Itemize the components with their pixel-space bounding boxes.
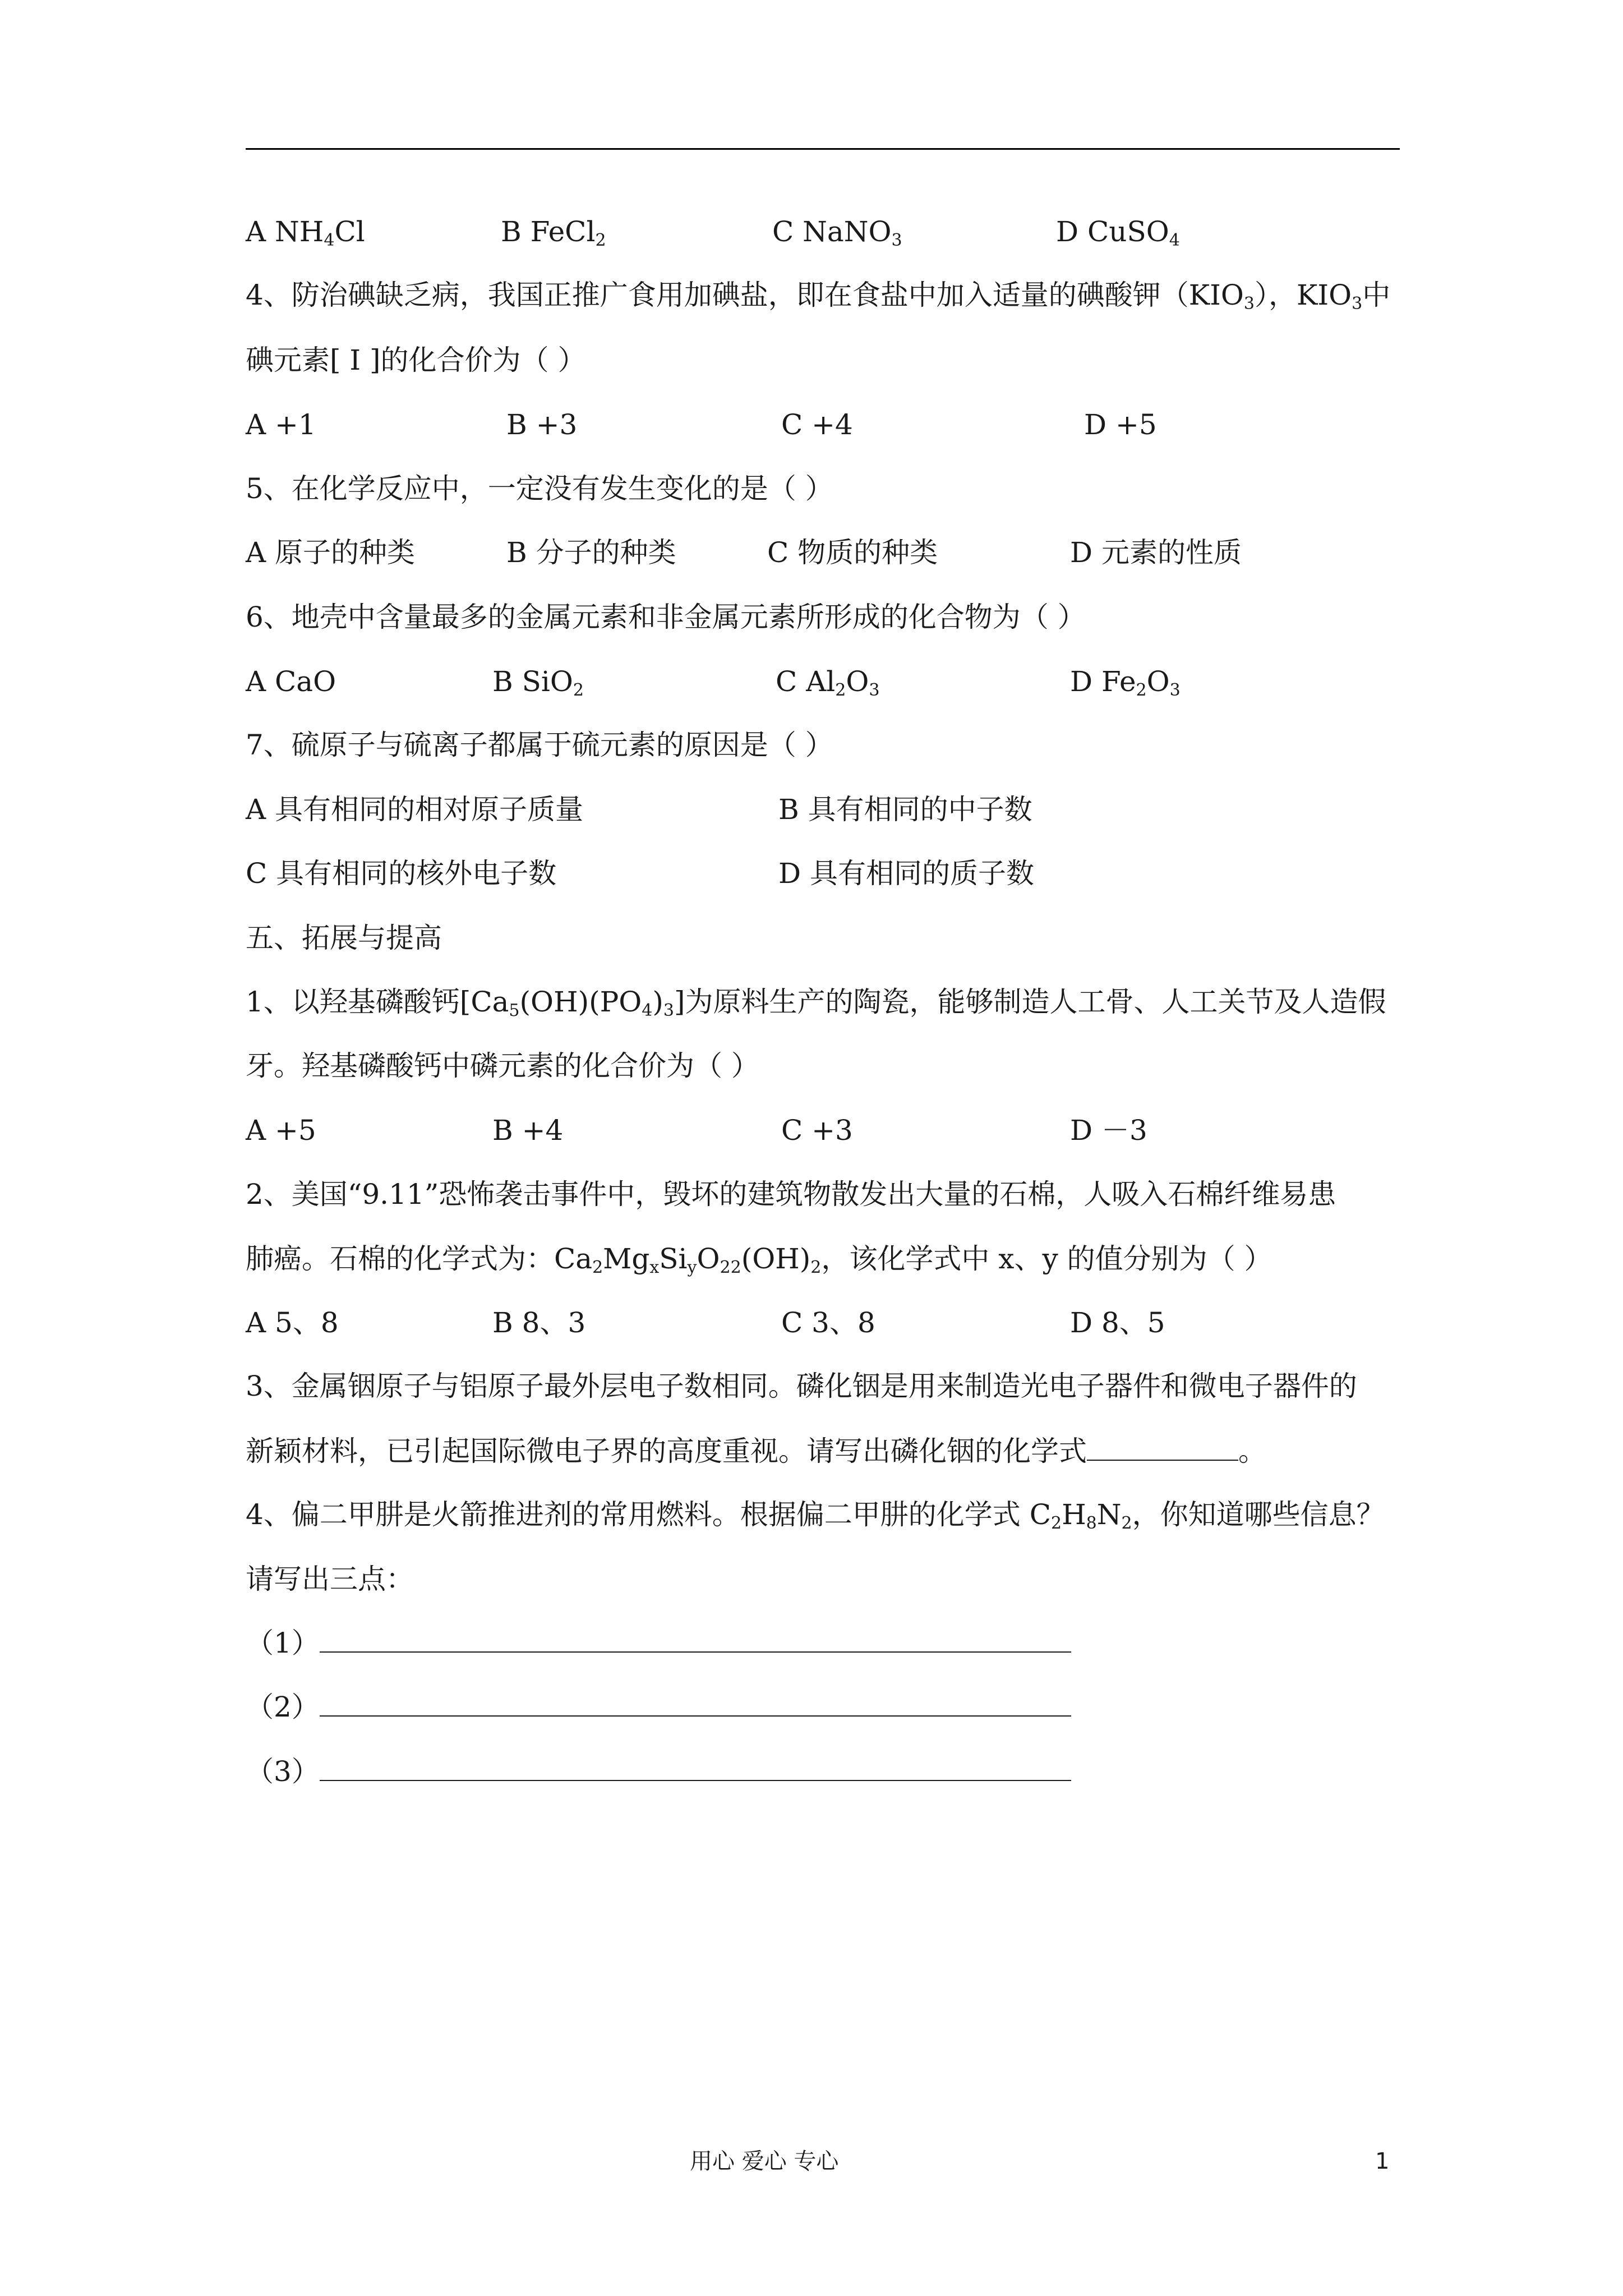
e4-answer-3-blank[interactable] <box>320 1755 1071 1781</box>
q7-option-d: D 具有相同的质子数 <box>778 857 1034 890</box>
e2-option-c: C 3、8 <box>781 1306 875 1339</box>
e4-answer-2-blank[interactable] <box>320 1691 1071 1717</box>
q3-option-c: C NaNO$_3$ <box>772 215 902 250</box>
q6-option-a: A CaO <box>246 665 336 698</box>
e1-stem-line2: 牙。羟基磷酸钙中磷元素的化合价为（ ） <box>246 1050 759 1082</box>
q5-stem: 5、在化学反应中，一定没有发生变化的是（ ） <box>246 472 833 505</box>
e4-answer-3: （3） <box>246 1755 1071 1788</box>
q3-option-d: D CuSO$_4$ <box>1056 215 1180 250</box>
e4-stem-line2: 请写出三点： <box>246 1563 414 1595</box>
q4-option-b: B +3 <box>506 408 578 441</box>
e1-stem-line1: 1、以羟基磷酸钙$[Ca_5(OH)(PO_4)_3]$为原料生产的陶瓷，能够制造人工骨、人工关节及人造假 <box>246 986 1386 1020</box>
e2-option-d: D 8、5 <box>1070 1306 1165 1339</box>
q4-stem-line1: 4、防治碘缺乏病，我国正推广食用加碘盐，即在食盐中加入适量的碘酸钾$(KIO_3)$，$KIO_3$中 <box>246 279 1391 314</box>
e1-option-a: A +5 <box>246 1114 316 1147</box>
e2-option-a: A 5、8 <box>246 1306 339 1339</box>
e3-stem-line2: 新颖材料，已引起国际微电子界的高度重视。请写出磷化铟的化学式 。 <box>246 1435 1266 1467</box>
e4-answer-1: （1） <box>246 1626 1071 1660</box>
q4-stem-line2: 碘元素[ I ]的化合价为（ ） <box>246 344 586 376</box>
section-title: 五、拓展与提高 <box>246 922 442 954</box>
q6-option-b: B SiO$_2$ <box>492 665 584 700</box>
e2-option-b: B 8、3 <box>492 1306 586 1339</box>
e4-stem-line1: 4、偏二甲肼是火箭推进剂的常用燃料。根据偏二甲肼的化学式 $C_2H_8N_2$，你知道哪些信息？ <box>246 1498 1385 1533</box>
e1-option-c: C +3 <box>781 1114 853 1147</box>
q7-option-a: A 具有相同的相对原子质量 <box>246 793 584 826</box>
q5-option-c: C 物质的种类 <box>767 536 938 569</box>
e2-stem-line1: 2、美国“9.11”恐怖袭击事件中，毁坏的建筑物散发出大量的石棉，人吸入石棉纤维易患 <box>246 1178 1336 1211</box>
q7-option-c: C 具有相同的核外电子数 <box>246 857 557 890</box>
q6-option-d: D $Fe_2O_3$ <box>1070 665 1181 700</box>
page-footer: 用心 爱心 专心 <box>690 2148 839 2174</box>
q6-stem: 6、地壳中含量最多的金属元素和非金属元素所形成的化合物为（ ） <box>246 601 1086 633</box>
q4-option-d: D +5 <box>1084 408 1157 441</box>
q5-option-d: D 元素的性质 <box>1070 536 1242 569</box>
q5-option-a: A 原子的种类 <box>246 536 416 569</box>
q7-option-b: B 具有相同的中子数 <box>778 793 1032 826</box>
q5-option-b: B 分子的种类 <box>506 536 676 569</box>
e1-option-b: B +4 <box>492 1114 564 1147</box>
e4-answer-2: （2） <box>246 1690 1071 1724</box>
q7-stem: 7、硫原子与硫离子都属于硫元素的原因是（ ） <box>246 729 833 761</box>
e2-stem-line2: 肺癌。石棉的化学式为：$Ca_2Mg_xSi_yO_{22}(OH)_2$，该化学式中 x、y 的值分别为（ ） <box>246 1243 1272 1277</box>
header-rule <box>246 148 1400 150</box>
e1-option-d: D －3 <box>1070 1114 1147 1147</box>
e3-answer-blank[interactable] <box>1087 1435 1238 1461</box>
page-number: 1 <box>1375 2148 1390 2174</box>
q3-option-a: A $NH_4Cl$ <box>246 215 365 250</box>
e3-stem-line1: 3、金属铟原子与铝原子最外层电子数相同。磷化铟是用来制造光电子器件和微电子器件的 <box>246 1370 1357 1402</box>
q4-option-c: C +4 <box>781 408 853 441</box>
q3-option-b: B FeCl$_2$ <box>501 215 606 250</box>
e4-answer-1-blank[interactable] <box>320 1627 1071 1653</box>
q4-option-a: A +1 <box>246 408 316 441</box>
q6-option-c: C $Al_2O_3$ <box>776 665 880 700</box>
